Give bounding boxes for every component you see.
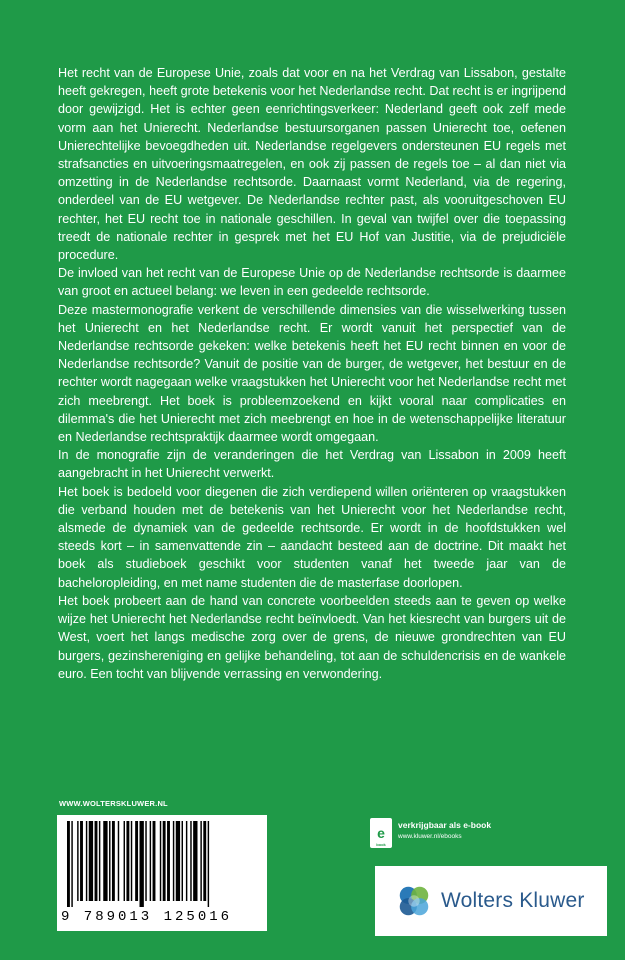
blurb-paragraph-6: Het boek probeert aan de hand van concrete voorbeelden steeds aan te geven op welke wijze het Unierecht het Nederlandse recht beïnvloedt. Van het kiesrecht van burgers uit de West, voert het langs medische zorg over de grens, de nieuwe grondrechten van EU burgers, gezinshereniging en gelijke behandeling, tot aan de schuldencrisis en de wankele euro. Een tocht van blijvende verrassing en verwondering. — [58, 593, 566, 681]
publisher-logo-box — [375, 866, 607, 936]
isbn-number: 9 789013 125016 — [61, 909, 233, 925]
barcode-bars — [65, 821, 259, 907]
blurb-paragraph-2: De invloed van het recht van de Europese Unie op de Nederlandse rechtsorde is daarmee van groot en actueel belang: we leven in een gedeelde rechtsorde. — [58, 266, 566, 299]
barcode — [57, 815, 267, 931]
ebook-icon-letter: e — [377, 825, 385, 841]
ebook-badge — [370, 818, 491, 852]
ebook-title: verkrijgbaar als e-book — [398, 820, 492, 830]
ebook-icon — [370, 818, 392, 848]
wolters-kluwer-globe-icon — [395, 882, 433, 920]
ebook-icon-sub: book — [376, 842, 386, 847]
publisher-website: WWW.WOLTERSKLUWER.NL — [59, 799, 168, 808]
blurb-paragraph-5: Het boek is bedoeld voor diegenen die zich verdiepend willen oriënteren op vraagstukken die verband houden met de betekenis van het Unierecht voor het Nederlandse recht, alsmede de dynamiek van de gedeelde rechtsorde. Er wordt in de hoofdstukken wel steeds kort – in samenvattende zin – aandacht besteed aan de doctrine. Dit maakt het boek als studieboek geschikt voor studenten vanaf het tweede jaar van de bacheloropleiding, en met name studenten die de masterfase doorlopen. — [58, 484, 566, 590]
publisher-name: Wolters Kluwer — [441, 889, 585, 912]
ebook-url: www.kluwer.nl/ebooks — [398, 833, 462, 840]
ebook-text — [398, 818, 491, 842]
blurb-paragraph-1: Het recht van de Europese Unie, zoals dat voor en na het Verdrag van Lissabon, gestalte heeft gekregen, heeft grote betekenis voor het Nederlandse recht. Dat recht is er ingrijpend door gewijzigd. Het is echter geen eenrichtingsverkeer: Nederland geeft ook zelf mede vorm aan het Unierecht. Nederlandse bestuursorganen passen Unierecht toe, oefenen Unierechtelijke bevoegdheden uit. Nederlandse regelgevers ondersteunen EU regels met strafsancties en uitvoeringsmaatregelen, en ook zij passen de regels toe – al dan niet via omzetting in de Nederlandse rechtsorde. Daarnaast vormt Nederland, via de regering, onderdeel van de EU wetgever. De Nederlandse rechter past, als vooruitgeschoven EU rechter, het EU recht toe in nationale geschillen. In geval van twijfel over die toepassing treedt de nationale rechter in gesprek met het EU Hof van Justitie, via de prejudiciële procedure. — [58, 66, 566, 263]
blurb-paragraph-4: In de monografie zijn de veranderingen die het Verdrag van Lissabon in 2009 heeft aangebracht in het Unierecht verwerkt. — [58, 448, 566, 481]
blurb-paragraph-3: Deze mastermonografie verkent de verschillende dimensies van die wisselwerking tussen het Unierecht en het Nederlandse recht. Er wordt vanuit het perspectief van de Nederlandse rechtsorde gekeken: welke betekenis heeft het EU recht binnen en voor de Nederlandse rechtsorde? Vanuit de positie van de burger, de wetgever, het bestuur en de rechter wordt nagegaan welke vraagstukken het Unierecht voor het Nederlandse recht met zich meebrengt. Het boek is probleemzoekend en kijkt vooral naar complicaties en dilemma's die het Unierecht met zich meebrengt en hoe in de wetenschappelijke literatuur en Nederlandse rechtspraktijk daarmee wordt omgegaan. — [58, 302, 566, 445]
cover-blurb — [58, 64, 566, 683]
